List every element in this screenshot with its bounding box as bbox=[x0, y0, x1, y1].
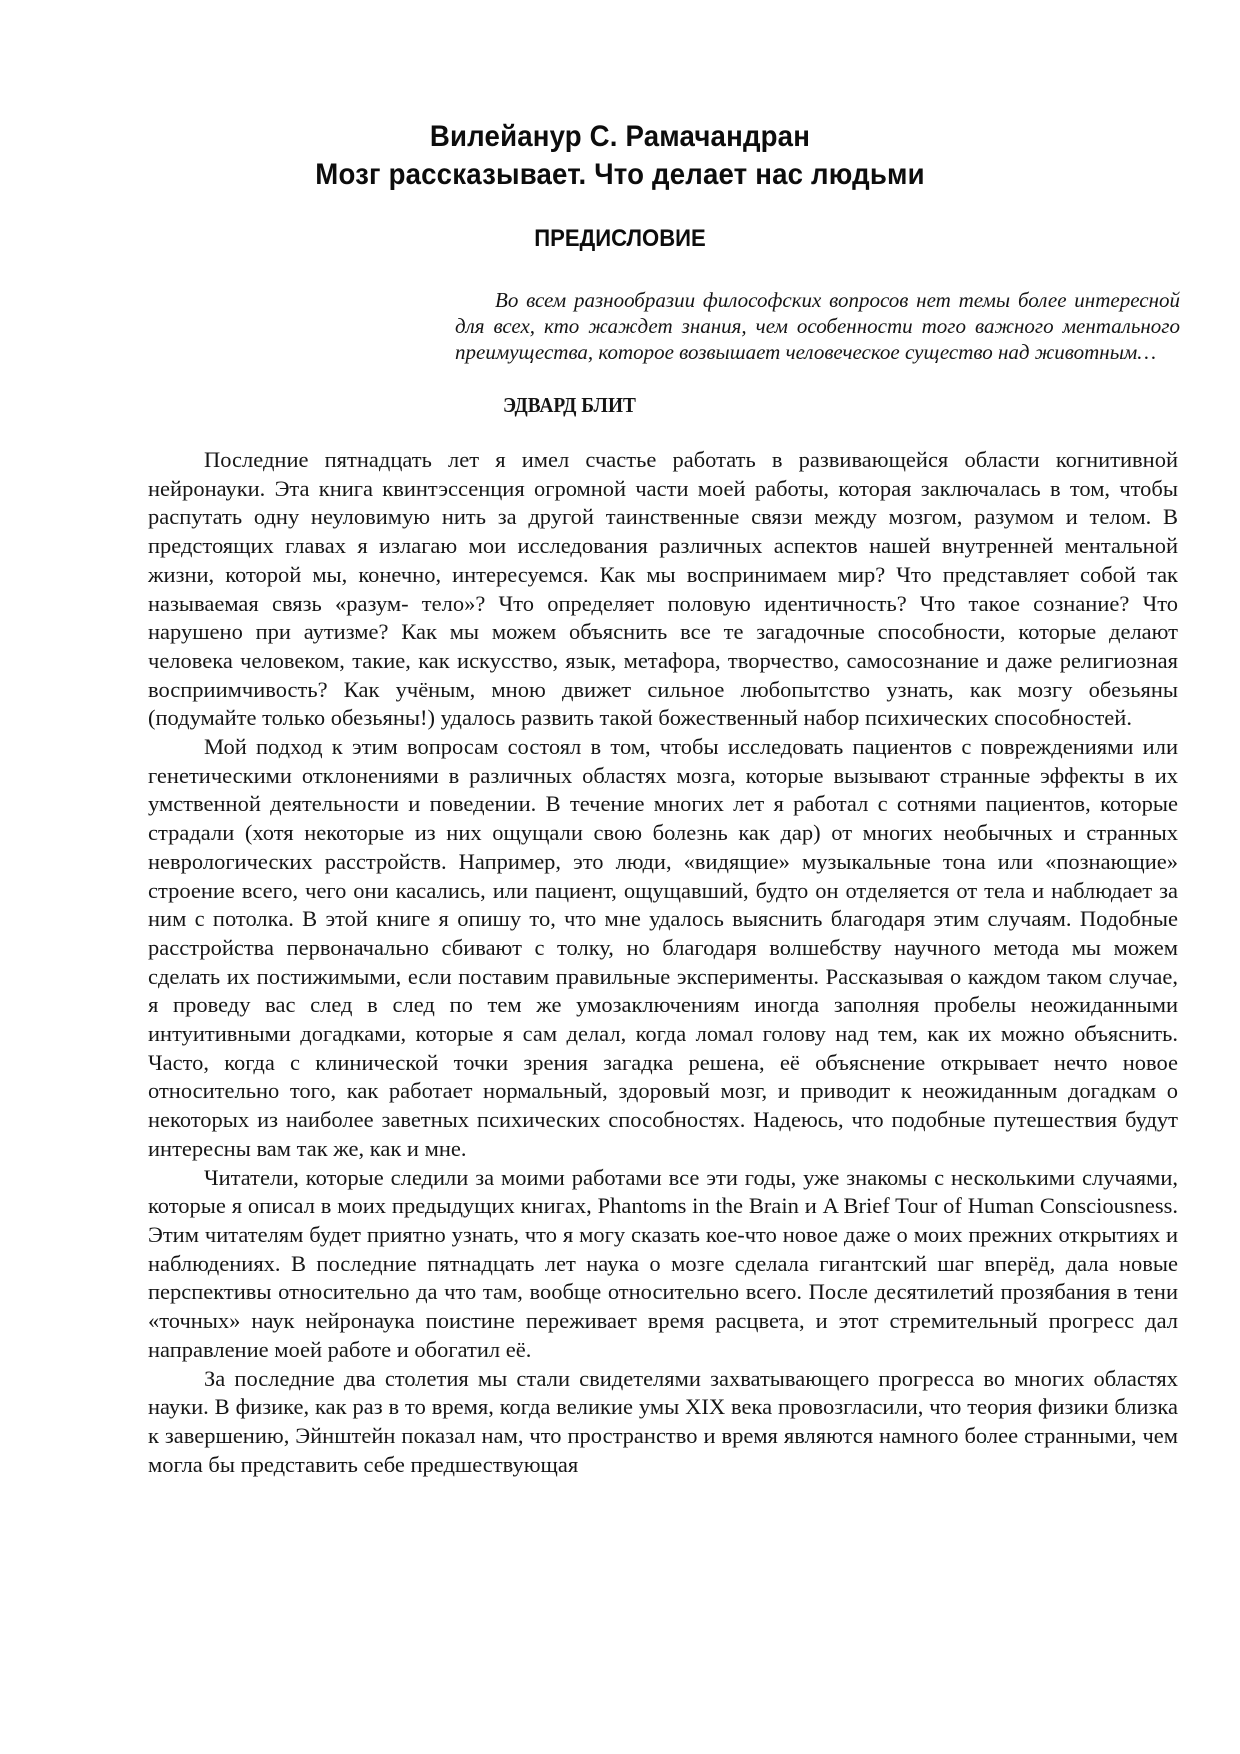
book-title: Мозг рассказывает. Что делает нас людьми bbox=[315, 158, 925, 191]
author-name: Вилейанур С. Рамачандран bbox=[429, 120, 811, 153]
title-block bbox=[0, 118, 1240, 194]
paragraph: Мой подход к этим вопросам состоял в том, чтобы исследовать пациентов с повреждениями или генетическими отклонениями в различных областях мозга, которые вызывают странные эффекты в их умственной деятельности и поведении. В течение многих лет я работал с сотнями пациентов, которые страдали (хотя некоторые из них ощущали свою болезнь как дар) от многих необычных и странных неврологических расстройств. Например, это люди, «видящие» музыкальные тона или «познающие» строение всего, чего они касались, или пациент, ощущавший, будто он отделяется от тела и наблюдает за ним с потолка. В этой книге я опишу то, что мне удалось выяснить благодаря этим случаям. Подобные расстройства первоначально сбивают с толку, но благодаря волшебству научного метода мы можем сделать их постижимыми, если поставим правильные эксперименты. Рассказывая о каждом таком случае, я проведу вас след в след по тем же умозаключениям иногда заполняя пробелы неожиданными интуитивными догадками, которые я сам делал, когда ломал голову над тем, как их можно объяснить. Часто, когда с клинической точки зрения загадка решена, её объяснение открывает нечто новое относительно того, как работает нормальный, здоровый мозг, и приводит к неожиданным догадкам о некоторых из наиболее заветных психических способностях. Надеюсь, что подобные путешествия будут интересны вам так же, как и мне. bbox=[148, 734, 1178, 1161]
section-heading: ПРЕДИСЛОВИЕ bbox=[534, 225, 706, 252]
paragraph: Последние пятнадцать лет я имел счастье работать в развивающейся области когнитивной нейронауки. Эта книга квинтэссенция огромной части моей работы, которая заключалась в том, чтобы распутать одну неуловимую нить за другой таинственные связи между мозгом, разумом и телом. В предстоящих главах я излагаю мои исследования различных аспектов нашей внутренней ментальной жизни, которой мы, конечно, интересуемся. Как мы воспринимаем мир? Что представляет собой так называемая связь «разум- тело»? Что определяет половую идентичность? Что такое сознание? Что нарушено при аутизме? Как мы можем объяснить все те загадочные способности, которые делают человека человеком, такие, как искусство, язык, метафора, творчество, самосознание и даже религиозная восприимчивость? Как учёным, мною движет сильное любопытство узнать, как мозгу обезьяны (подумайте только обезьяны!) удалось развить такой божественный набор психических способностей. bbox=[148, 447, 1178, 731]
epigraph-attribution: ЭДВАРД БЛИТ bbox=[503, 393, 636, 417]
paragraph: Читатели, которые следили за моими работами все эти годы, уже знакомы с несколькими случаями, которые я описал в моих предыдущих книгах, Phantoms in the Brain и A Brief Tour of Human Consciousness. Этим читателям будет приятно узнать, что я могу сказать кое-что новое даже о моих прежних открытиях и наблюдениях. В последние пятнадцать лет наука о мозге сделала гигантский шаг вперёд, дала новые перспективы относительно да что там, вообще относительно всего. После десятилетий прозябания в тени «точных» наук нейронаука поистине переживает время расцвета, и этот стремительный прогресс дал направление моей работе и обогатил её. bbox=[148, 1164, 1178, 1362]
epigraph-quote: Во всем разнообразии философских вопросов нет темы более интересной для всех, кто жаждет знания, чем особенности того важного ментального преимущества, которое возвышает человеческое существо над животным… bbox=[455, 288, 1180, 364]
body-text bbox=[148, 446, 1178, 1479]
paragraph: За последние два столетия мы стали свидетелями захватывающего прогресса во многих областях науки. В физике, как раз в то время, когда великие умы XIX века провозгласили, что теория физики близка к завершению, Эйнштейн показал нам, что пространство и время являются намного более странными, чем могла бы представить себе предшествующая bbox=[148, 1365, 1178, 1477]
